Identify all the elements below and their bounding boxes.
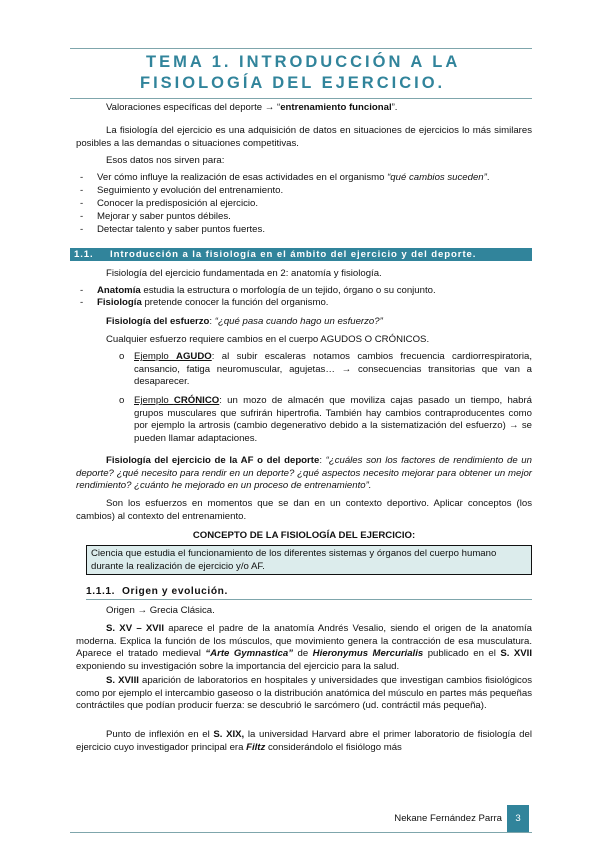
bullet-text: Conocer la predisposición al ejercicio. — [97, 198, 259, 209]
treatise-title: “Arte Gymnastica” — [205, 648, 294, 660]
century-term: S. XVIII — [106, 675, 139, 686]
bullet-dash: - — [80, 211, 84, 222]
century-term: S. XIX, — [213, 729, 245, 740]
section-number: 1.1. — [74, 249, 94, 260]
intro-paragraph-2: La fisiología del ejercicio es una adquisición de datos en situaciones de ejercicios lo más similares posibles a las demandas o situaciones competitivas. — [76, 125, 532, 149]
paragraph-text: Punto de inflexión en el — [106, 729, 214, 740]
example-label: Ejemplo — [134, 351, 177, 362]
fisiologia-definition: pretende conocer la función del organismo. — [141, 297, 329, 308]
esfuerzos-paragraph: Son los esfuerzos en momentos que se dan en un contexto deportivo. Aplicar conceptos (los cambios) al contexto del entrenamiento. — [76, 498, 532, 522]
bullet-dash: - — [80, 198, 84, 209]
bullet-text: Detectar talento y saber puntos fuertes. — [97, 224, 265, 235]
cualquier-paragraph: Cualquier esfuerzo requiere cambios en el cuerpo AGUDOS O CRÓNICOS. — [106, 334, 430, 345]
origen-line: Origen → Grecia Clásica. — [106, 605, 215, 616]
section-heading-1-1 — [70, 248, 532, 261]
af-paragraph — [76, 455, 532, 493]
sub-bullet-mark: o — [119, 351, 125, 362]
intro-p1-end: ”. — [391, 102, 398, 113]
section-heading-1-1-1 — [86, 585, 532, 600]
af-colon: : — [319, 455, 326, 466]
section-label: Introducción a la fisiología en el ámbito del ejercicio y del deporte. — [110, 249, 477, 260]
xix-paragraph — [76, 729, 532, 754]
example-type: AGUDO — [176, 351, 212, 362]
intro-p1-bold: entrenamiento funcional — [280, 102, 392, 113]
intro-p1-text: Valoraciones específicas del deporte → “ — [106, 102, 281, 113]
esfuerzo-line — [106, 316, 532, 329]
footer-rule — [70, 832, 532, 833]
esfuerzo-question: “¿qué pasa cuando hago un esfuerzo?” — [214, 316, 383, 327]
fisiologia-term: Fisiología — [97, 297, 142, 308]
century-term: S. XV – XVII — [106, 623, 165, 634]
author-name: Hieronymus Mercurialis — [312, 648, 424, 660]
paragraph-text: aparece el padre de la anatomía Andrés Vesalio, siendo el origen de la anatomía moderna. Explica la función de los músculos, que movimiento genera la contracción de esa musculatura. Aparece el tratado medieval — [76, 623, 532, 660]
bullet-text: Mejorar y saber puntos débiles. — [97, 211, 231, 222]
paragraph-text: de — [293, 648, 313, 660]
section-paragraph: Fisiología del ejercicio fundamentada en 2: anatomía y fisiología. — [106, 268, 382, 279]
bullet-text: Seguimiento y evolución del entrenamiento. — [97, 185, 284, 196]
bullet-italic: “qué cambios suceden” — [387, 172, 487, 183]
intro-paragraph-1 — [106, 102, 532, 115]
esfuerzo-term: Fisiología del esfuerzo — [106, 316, 210, 327]
bullet-dash: - — [80, 224, 84, 235]
century-term: S. XVII — [500, 648, 532, 660]
bullet-dash: - — [80, 172, 84, 183]
example-text: : un mozo de almacén que moviliza cajas pasado un tiempo, habrá grupos musculares que sufrirán hipertrofia. También hay cambios contraproducentes como por ejemplo la artrosis (cambio degenerativo debido a la sistematización del esfuerzo) → se pueden llamar adaptaciones. — [134, 395, 532, 444]
example-text: : al subir escaleras notamos cambios frecuencia cardiorrespiratoria, cansancio, fatiga neuromuscular, agujetas… → consecuencias transitorias que van a desaparecer. — [134, 351, 533, 388]
sub-bullet-mark: o — [119, 395, 125, 406]
title-line-2: FISIOLOGÍA DEL EJERCICIO. — [140, 74, 446, 92]
paragraph-text: la universidad Harvard abre el primer laboratorio de fisiología del ejercicio cuyo investigador principal era — [76, 729, 532, 753]
page-number: 3 — [507, 805, 529, 832]
bullet-text: Ver cómo influye la realización de esas actividades en el organismo — [97, 172, 388, 183]
paragraph-text: publicado en el — [423, 648, 501, 660]
section-number: 1.1.1. — [86, 586, 116, 597]
bullet-end: . — [486, 172, 490, 183]
bullet-dash: - — [80, 185, 84, 196]
paragraph-text: considerándolo el fisiólogo más — [265, 741, 402, 753]
definition-box: Ciencia que estudia el funcionamiento de los diferentes sistemas y órganos del cuerpo humano durante la realización de ejercicio y/o AF. — [86, 545, 532, 575]
example-type: CRÓNICO — [173, 395, 220, 406]
anatomia-definition: estudia la estructura o morfología de un tejido, órgano o su conjunto. — [140, 285, 436, 296]
xv-paragraph — [76, 623, 532, 673]
af-questions: “¿cuáles son los factores de rendimiento de un deporte? ¿qué necesito para rendir en un deporte? ¿qué aspectos necesito mejorar para obtener un mejor rendimiento? ¿cuánto he mejorado en un proceso de entrenamiento”. — [76, 455, 532, 492]
footer-author: Nekane Fernández Parra — [394, 813, 502, 824]
bullet-dash: - — [80, 297, 84, 308]
concepto-heading: CONCEPTO DE LA FISIOLOGÍA DEL EJERCICIO: — [192, 530, 416, 541]
example-label: Ejemplo — [134, 395, 174, 406]
esfuerzo-colon: : — [209, 316, 215, 327]
researcher-name: Filtz — [246, 741, 266, 753]
bullet-dash: - — [80, 285, 84, 296]
example-cronico — [119, 395, 532, 445]
anatomia-term: Anatomía — [97, 285, 141, 296]
paragraph-text: aparición de laboratorios en hospitales y universidades que investigan cambios fisiológicos como por ejemplo el intercambio gaseoso o la distribución anatómica del músculo en partes más pequeñas contráctiles que podían producir fuerza: se descubrió le sarcómero (ud. contráctil más pequeña). — [76, 675, 532, 712]
xviii-paragraph — [76, 675, 532, 713]
example-agudo — [119, 351, 533, 389]
af-term: Fisiología del ejercicio de la AF o del deporte — [106, 455, 320, 466]
section-label: Origen y evolución. — [122, 586, 228, 597]
title-line-1: TEMA 1. INTRODUCCIÓN A LA — [146, 53, 461, 71]
paragraph-text: exponiendo su investigación sobre la importancia del ejercicio para la salud. — [76, 660, 400, 672]
intro-paragraph-3: Esos datos nos sirven para: — [106, 155, 225, 166]
document-title — [70, 48, 532, 99]
